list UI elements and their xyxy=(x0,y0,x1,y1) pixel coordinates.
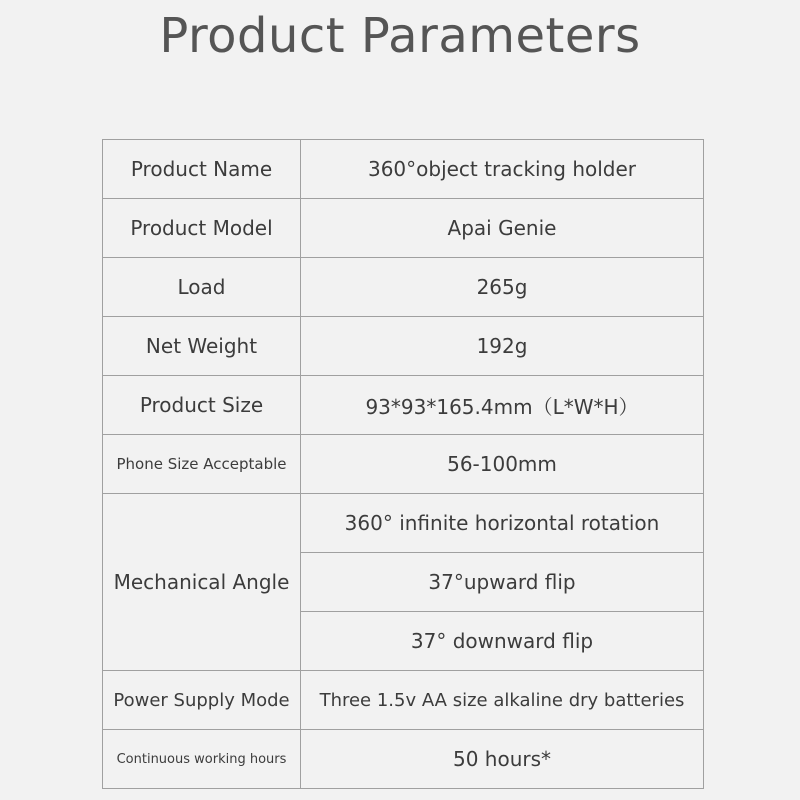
row-label: Net Weight xyxy=(103,317,301,376)
row-value: 37° downward flip xyxy=(301,612,704,671)
table-row xyxy=(103,671,704,730)
row-value: 93*93*165.4mm（L*W*H） xyxy=(301,376,704,435)
row-value: Three 1.5v AA size alkaline dry batteries xyxy=(301,671,704,730)
row-value: Apai Genie xyxy=(301,199,704,258)
row-value: 265g xyxy=(301,258,704,317)
row-label: Phone Size Acceptable xyxy=(103,435,301,494)
row-label: Product Name xyxy=(103,140,301,199)
table-row xyxy=(103,435,704,494)
row-label: Load xyxy=(103,258,301,317)
table-row xyxy=(103,199,704,258)
row-value: 360°object tracking holder xyxy=(301,140,704,199)
row-value: 56-100mm xyxy=(301,435,704,494)
table-row xyxy=(103,258,704,317)
row-label: Power Supply Mode xyxy=(103,671,301,730)
table-row xyxy=(103,317,704,376)
table-row xyxy=(103,494,704,553)
row-label: Continuous working hours xyxy=(103,730,301,789)
row-label: Mechanical Angle xyxy=(103,494,301,671)
table-row xyxy=(103,730,704,789)
row-label: Product Model xyxy=(103,199,301,258)
row-value: 192g xyxy=(301,317,704,376)
page-title: Product Parameters xyxy=(159,8,641,64)
row-label: Product Size xyxy=(103,376,301,435)
table-row xyxy=(103,140,704,199)
row-value: 360° infinite horizontal rotation xyxy=(301,494,704,553)
row-value: 37°upward flip xyxy=(301,553,704,612)
product-parameters-table xyxy=(102,139,704,789)
row-value: 50 hours* xyxy=(301,730,704,789)
table-row xyxy=(103,376,704,435)
